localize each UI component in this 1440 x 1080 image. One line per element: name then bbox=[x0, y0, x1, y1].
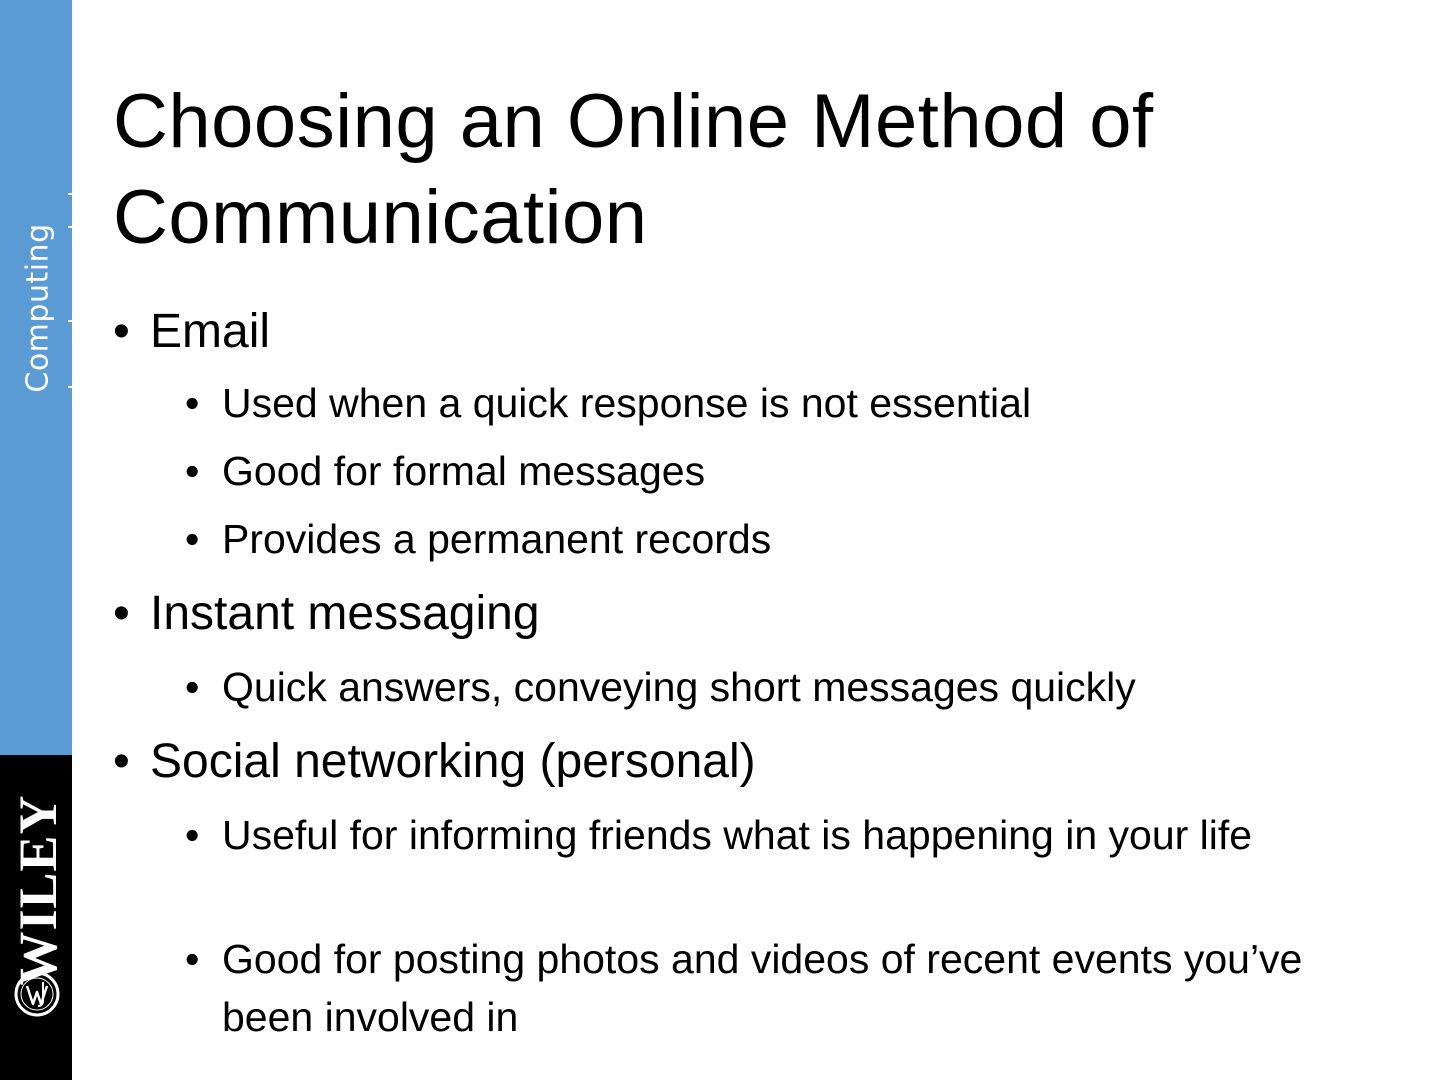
bullet-dot: • bbox=[185, 664, 200, 710]
bullet-text: Social networking (personal) bbox=[150, 735, 756, 788]
tick-mark bbox=[68, 193, 72, 195]
sub-bullet-text: Provides a permanent records bbox=[222, 516, 772, 562]
bullet-dot: • bbox=[185, 936, 200, 982]
tick-mark bbox=[68, 226, 72, 228]
bullet-text: Email bbox=[150, 305, 271, 358]
sidebar bbox=[0, 0, 72, 1080]
bullet-dot: • bbox=[185, 516, 200, 562]
sub-bullet-text: Quick answers, conveying short messages quickly bbox=[222, 664, 1136, 710]
sidebar-accent-band bbox=[0, 0, 72, 755]
sub-bullet bbox=[185, 806, 1315, 864]
sub-bullet bbox=[185, 510, 1315, 568]
sub-bullet bbox=[185, 658, 1315, 716]
sub-bullet-text: Useful for informing friends what is happening in your life bbox=[222, 812, 1253, 858]
tick-mark bbox=[68, 320, 72, 322]
sub-bullet-text: Good for formal messages bbox=[222, 448, 706, 494]
tick-mark bbox=[68, 386, 72, 388]
sidebar-label: Computing bbox=[20, 223, 56, 393]
bullet-dot: • bbox=[185, 380, 200, 426]
sub-bullet-text: Good for posting photos and videos of recent events you’ve been involved in bbox=[222, 936, 1303, 1040]
sub-bullet bbox=[185, 374, 1315, 432]
bullet-dot: • bbox=[113, 735, 130, 788]
slide-title: Choosing an Online Method of Communication bbox=[113, 79, 1154, 260]
bullet-dot: • bbox=[113, 305, 130, 358]
sub-bullet-text: Used when a quick response is not essential bbox=[222, 380, 1032, 426]
wiley-logo-text: WILEY bbox=[8, 794, 68, 986]
wiley-seal-icon bbox=[13, 970, 61, 1018]
bullet-text: Instant messaging bbox=[150, 587, 540, 640]
bullet-dot: • bbox=[113, 587, 130, 640]
bullet-dot: • bbox=[185, 812, 200, 858]
bullet-dot: • bbox=[185, 448, 200, 494]
sub-bullet bbox=[185, 930, 1315, 1046]
sub-bullet bbox=[185, 442, 1315, 500]
